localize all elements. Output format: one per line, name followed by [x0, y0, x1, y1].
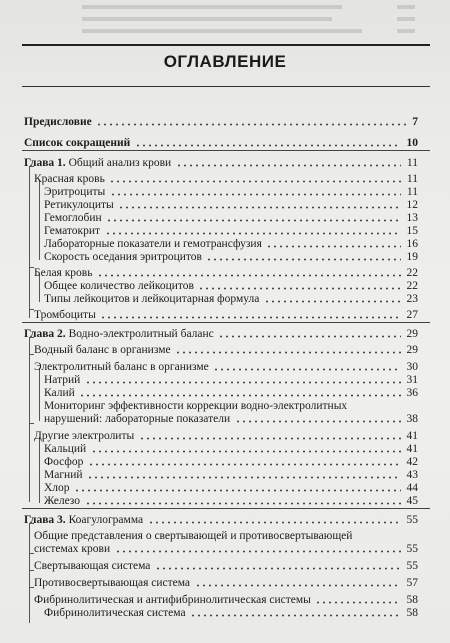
dot-leader — [88, 456, 401, 469]
toc-entry — [24, 116, 418, 129]
dot-leader — [148, 514, 401, 527]
dot-leader — [235, 413, 401, 426]
toc-entry-title: Водный баланс в организме — [34, 344, 171, 356]
toc-chapter-entry — [24, 328, 418, 341]
toc-page-number: 16 — [406, 238, 418, 250]
toc-page-number: 29 — [406, 328, 418, 340]
toc-entry — [44, 607, 418, 620]
toc-entry — [44, 482, 418, 495]
toc-page-number: 27 — [406, 309, 418, 321]
toc-entry — [34, 594, 418, 607]
dot-leader — [155, 560, 401, 573]
toc-entry-title: Электролитный баланс в организме — [34, 361, 209, 373]
toc-entry-title: Скорость оседания эритроцитов — [44, 251, 202, 263]
toc-entry — [44, 400, 418, 413]
dot-leader — [213, 361, 401, 374]
toc-entry-title: Противосвертывающая система — [34, 577, 191, 589]
toc-entry-title: Магний — [44, 469, 83, 481]
dot-leader — [175, 344, 401, 357]
toc-page-number: 22 — [406, 267, 418, 279]
toc-entry — [44, 280, 418, 293]
toc-page-number: 30 — [406, 361, 418, 373]
toc-entry-title — [24, 328, 214, 341]
toc-entry-title: Железо — [44, 495, 81, 507]
dot-leader — [264, 293, 401, 306]
dot-leader — [85, 374, 401, 387]
dot-leader — [118, 199, 401, 212]
toc-entry-title: Предисловие — [24, 116, 92, 128]
toc-entry-title — [24, 514, 143, 527]
toc-page-number: 11 — [406, 173, 418, 185]
dot-leader — [315, 594, 401, 607]
toc-entry-title: Общее количество лейкоцитов — [44, 280, 194, 292]
toc-page-number: 42 — [406, 456, 418, 468]
page-title: ОГЛАВЛЕНИЕ — [163, 52, 287, 71]
toc-entry — [44, 186, 418, 199]
chapter-label: Глава 3. — [24, 514, 66, 526]
toc-entry-title: Кальций — [44, 443, 87, 455]
toc-entry-title: Другие электролиты — [34, 430, 135, 442]
toc-entry-title: Фосфор — [44, 456, 84, 468]
toc-entry — [44, 456, 418, 469]
toc-entry-title: Эритроциты — [44, 186, 106, 198]
toc-page-number: 58 — [406, 594, 418, 606]
dot-leader — [79, 387, 401, 400]
dot-leader — [91, 443, 401, 456]
toc-entry-title: Натрий — [44, 374, 81, 386]
dot-leader — [190, 607, 401, 620]
dot-leader — [195, 577, 401, 590]
toc-page-number: 7 — [412, 116, 418, 128]
toc-page-number: 10 — [406, 137, 418, 149]
toc-entry — [34, 344, 418, 357]
toc-entry-title: Гематокрит — [44, 225, 101, 237]
toc-page-number: 55 — [406, 560, 418, 572]
toc-entry — [44, 212, 418, 225]
toc-entry-title: Типы лейкоцитов и лейкоцитарная формула — [44, 293, 260, 305]
toc-entry — [44, 374, 418, 387]
toc-entry — [44, 387, 418, 400]
dot-leader — [100, 309, 401, 322]
dot-leader — [198, 280, 401, 293]
toc-entry — [34, 530, 418, 543]
toc-entry-title: Красная кровь — [34, 173, 105, 185]
toc-entry-title: Хлор — [44, 482, 70, 494]
dot-leader — [110, 186, 401, 199]
dot-leader — [109, 173, 401, 186]
toc-page-number: 43 — [406, 469, 418, 481]
toc-page-number: 55 — [406, 514, 418, 526]
toc-entry-title: нарушений: лабораторные показатели — [44, 413, 231, 425]
toc-entry — [34, 577, 418, 590]
dot-leader — [97, 267, 401, 280]
dot-leader — [96, 116, 406, 129]
toc-page-number: 57 — [406, 577, 418, 589]
chapter-title: Общий анализ крови — [65, 157, 172, 169]
toc-page-number: 36 — [406, 387, 418, 399]
toc-entry — [44, 293, 418, 306]
toc-page-number: 22 — [406, 280, 418, 292]
toc-entry — [44, 225, 418, 238]
toc-entry — [34, 560, 418, 573]
toc-page-number: 11 — [406, 157, 418, 169]
toc-entry — [34, 543, 418, 556]
toc-page-number: 15 — [406, 225, 418, 237]
toc-page-number: 55 — [406, 543, 418, 555]
toc-entry-title: Мониторинг эффективности коррекции водно-электролитных — [44, 400, 348, 412]
toc-entry-title: Общие представления о свертывающей и противосвертывающей — [34, 530, 353, 542]
toc-page-number: 41 — [406, 430, 418, 442]
toc-page-number: 44 — [406, 482, 418, 494]
toc-entry — [44, 238, 418, 251]
toc-entry-title: Фибринолитическая система — [44, 607, 186, 619]
toc-entry — [44, 251, 418, 264]
toc-entry — [34, 309, 418, 322]
dot-leader — [74, 482, 401, 495]
toc-entry-title: Гемоглобин — [44, 212, 102, 224]
toc-chapter-entry — [24, 514, 418, 527]
toc-page-number: 12 — [406, 199, 418, 211]
chapter-label: Глава 2. — [24, 328, 66, 340]
toc-entry-title: Свертывающая система — [34, 560, 151, 572]
toc-entry — [44, 443, 418, 456]
toc-entry-title: Фибринолитическая и антифибринолитическая системы — [34, 594, 311, 606]
dot-leader — [115, 543, 401, 556]
toc-page-number: 41 — [406, 443, 418, 455]
toc-entry — [44, 413, 418, 426]
toc-entry-title: Ретикулоциты — [44, 199, 114, 211]
dot-leader — [139, 430, 401, 443]
chapter-label: Глава 1. — [24, 157, 66, 169]
toc-page-number: 13 — [406, 212, 418, 224]
toc-entry — [44, 199, 418, 212]
dot-leader — [266, 238, 401, 251]
dot-leader — [176, 157, 401, 170]
dot-leader — [105, 225, 401, 238]
toc-entry-title: Калий — [44, 387, 75, 399]
toc-entry — [44, 469, 418, 482]
toc-entry-title: Лабораторные показатели и гемотрансфузия — [44, 238, 262, 250]
toc-entry-title: Список сокращений — [24, 137, 131, 149]
dot-leader — [206, 251, 401, 264]
toc-page-number: 19 — [406, 251, 418, 263]
chapter-title: Водно-электролитный баланс — [65, 328, 214, 340]
toc-page-number: 11 — [406, 186, 418, 198]
chapter-title: Коагулограмма — [65, 514, 144, 526]
toc-page-number: 45 — [406, 495, 418, 507]
toc-page-number: 38 — [406, 413, 418, 425]
dot-leader — [218, 328, 401, 341]
dot-leader — [85, 495, 401, 508]
toc-page-number: 31 — [406, 374, 418, 386]
toc-entry-title: Белая кровь — [34, 267, 93, 279]
toc-page-number: 29 — [406, 344, 418, 356]
toc-chapter-entry — [24, 157, 418, 170]
toc-page-number: 23 — [406, 293, 418, 305]
toc-entry — [24, 137, 418, 150]
dot-leader — [106, 212, 401, 225]
dot-leader — [87, 469, 401, 482]
toc-page-number: 58 — [406, 607, 418, 619]
toc-entry — [34, 173, 418, 186]
toc-entry — [34, 267, 418, 280]
dot-leader — [135, 137, 401, 150]
toc-entry-title — [24, 157, 171, 170]
toc-entry — [34, 430, 418, 443]
toc-entry-title: Тромбоциты — [34, 309, 96, 321]
toc-entry — [34, 361, 418, 374]
toc-entry-title: системах крови — [34, 543, 111, 555]
toc-entry — [44, 495, 418, 508]
